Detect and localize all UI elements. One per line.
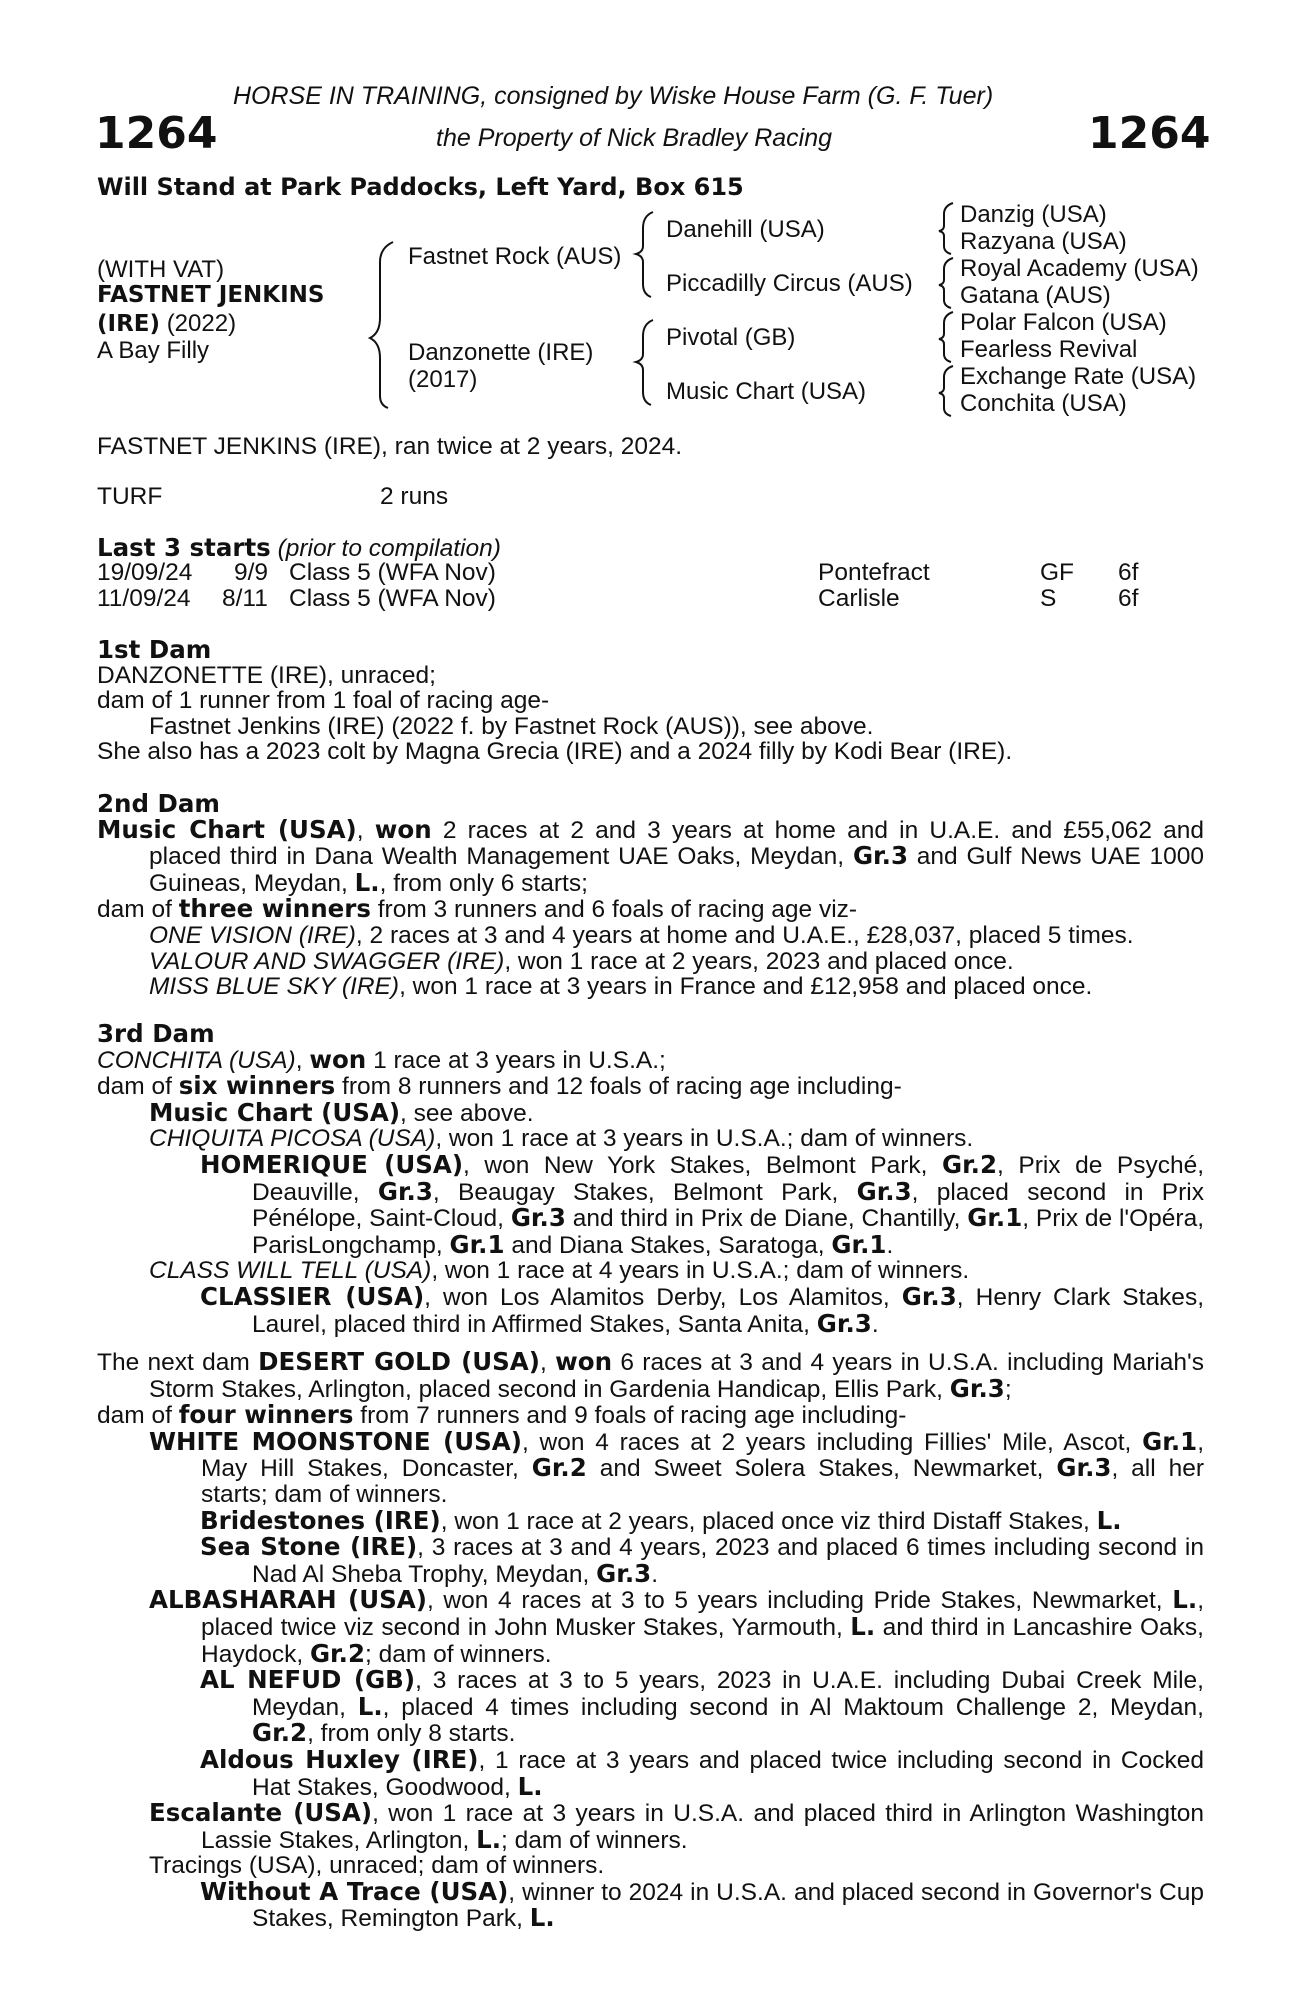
race-distance: 6f <box>1118 559 1139 586</box>
list-item: MISS BLUE SKY (IRE), won 1 race at 3 years in France and £12,958 and placed once. <box>149 973 1093 1001</box>
first-dam-line: dam of 1 runner from 1 foal of racing age- <box>97 687 550 715</box>
list-item: Bridestones (IRE), won 1 race at 2 years, placed once viz third Distaff Stakes, L. <box>200 1505 1122 1535</box>
list-item: AL NEFUD (GB), 3 races at 3 to 5 years, 2023 in U.A.E. including Dubai Creek Mile, Meydan, L., placed 4 times including second in Al Maktoum Challenge 2, Meydan, Gr.2, from only 8 starts. <box>200 1665 1204 1748</box>
next-dam-record: The next dam DESERT GOLD (USA), won 6 races at 3 and 4 years in U.S.A. including Mariah's Storm Stakes, Arlington, placed second in Gardenia Handicap, Ellis Park, Gr.3; <box>97 1347 1204 1403</box>
list-item: HOMERIQUE (USA), won New York Stakes, Belmont Park, Gr.2, Prix de Psyché, Deauville, Gr.3, Beaugay Stakes, Belmont Park, Gr.3, placed second in Prix Pénélope, Saint-Cloud, Gr.3 and third in Prix de Diane, Chantilly, Gr.1, Prix de l'Opéra, ParisLongchamp, Gr.1 and Diana Stakes, Saratoga, Gr.1. <box>200 1149 1204 1259</box>
list-item: CLASS WILL TELL (USA), won 1 race at 4 years in U.S.A.; dam of winners. <box>149 1257 970 1285</box>
list-item: Sea Stone (IRE), 3 races at 3 and 4 years, 2023 and placed 6 times including second in Nad Al Sheba Trophy, Meydan, Gr.3. <box>200 1532 1204 1588</box>
first-dam-line: DANZONETTE (IRE), unraced; <box>97 661 436 689</box>
race-class: Class 5 (WFA Nov) <box>289 559 496 586</box>
turf-runs: 2 runs <box>380 483 449 510</box>
dam-sire-sire: Polar Falcon (USA) <box>960 309 1167 336</box>
third-dam-record: CONCHITA (USA), won 1 race at 3 years in U.S.A.; <box>97 1044 666 1074</box>
race-course: Pontefract <box>818 559 930 586</box>
race-date: 19/09/24 <box>97 559 193 586</box>
next-dam-section <box>97 1349 1204 1932</box>
dam-year: (2017) <box>408 366 478 393</box>
race-row <box>0 560 1315 586</box>
lot-number-right: 1264 <box>1088 108 1211 159</box>
third-dam-produce: dam of six winners from 8 runners and 12 foals of racing age including- <box>97 1071 902 1101</box>
dam-dam: Music Chart (USA) <box>666 378 867 405</box>
list-item: ONE VISION (IRE), 2 races at 3 and 4 years at home and U.A.E., £28,037, placed 5 times. <box>149 921 1134 949</box>
third-dam-title: 3rd Dam <box>97 1019 215 1048</box>
horse-country: (IRE) <box>97 311 161 337</box>
sire-dam-dam: Gatana (AUS) <box>960 282 1111 309</box>
vat-label: (WITH VAT) <box>97 256 225 283</box>
turf-label: TURF <box>97 483 163 510</box>
sire-dam-sire: Royal Academy (USA) <box>960 255 1199 282</box>
first-dam-section <box>97 637 1204 765</box>
last-starts-note: (prior to compilation) <box>277 535 501 562</box>
first-dam-progeny: Fastnet Jenkins (IRE) (2022 f. by Fastnet Rock (AUS)), see above. <box>149 712 874 740</box>
race-position: 9/9 <box>234 559 269 586</box>
race-going: GF <box>1040 559 1075 586</box>
last-starts-title: Last 3 starts <box>97 533 271 562</box>
list-item: CLASSIER (USA), won Los Alamitos Derby, Los Alamitos, Gr.3, Henry Clark Stakes, Laurel, placed third in Affirmed Stakes, Santa Anita, Gr.3. <box>200 1281 1204 1338</box>
consignor-line: HORSE IN TRAINING, consigned by Wiske House Farm (G. F. Tuer) <box>233 82 994 110</box>
race-class: Class 5 (WFA Nov) <box>289 585 496 612</box>
race-going: S <box>1040 585 1057 612</box>
lot-number-left: 1264 <box>95 108 218 159</box>
sire: Fastnet Rock (AUS) <box>408 243 622 270</box>
list-item: VALOUR AND SWAGGER (IRE), won 1 race at 2 years, 2023 and placed once. <box>149 947 1014 975</box>
first-dam-title: 1st Dam <box>97 635 212 664</box>
list-item: Aldous Huxley (IRE), 1 race at 3 years and placed twice including second in Cocked Hat Stakes, Goodwood, L. <box>200 1744 1204 1801</box>
dam-sire-dam: Fearless Revival <box>960 336 1138 363</box>
dam-dam-dam: Conchita (USA) <box>960 390 1127 417</box>
second-dam-produce: dam of three winners from 3 runners and 6 foals of racing age viz- <box>97 894 858 924</box>
horse-year: (2022) <box>166 310 237 337</box>
horse-name: FASTNET JENKINS <box>97 282 325 308</box>
second-dam-title: 2nd Dam <box>97 789 220 818</box>
first-dam-line: She also has a 2023 colt by Magna Grecia (IRE) and a 2024 filly by Kodi Bear (IRE). <box>97 738 1013 766</box>
list-item: CHIQUITA PICOSA (USA), won 1 race at 3 years in U.S.A.; dam of winners. <box>149 1125 974 1153</box>
horse-description: A Bay Filly <box>97 337 210 364</box>
next-dam-produce: dam of four winners from 7 runners and 9 foals of racing age including- <box>97 1400 907 1430</box>
list-item: Escalante (USA), won 1 race at 3 years in U.S.A. and placed third in Arlington Washington Lassie Stakes, Arlington, L.; dam of winners. <box>149 1798 1205 1854</box>
dam-sire: Pivotal (GB) <box>666 324 796 351</box>
dam: Danzonette (IRE) <box>408 339 594 366</box>
second-dam-record: Music Chart (USA), won 2 races at 2 and 3 years at home and in U.A.E. and £55,062 and placed third in Dana Wealth Management UAE Oaks, Meydan, Gr.3 and Gulf News UAE 1000 Guineas, Meydan, L., from only 6 starts; <box>97 814 1205 897</box>
property-line: the Property of Nick Bradley Racing <box>436 124 833 152</box>
race-distance: 6f <box>1118 585 1139 612</box>
sire-sire-sire: Danzig (USA) <box>960 201 1107 228</box>
list-item: WHITE MOONSTONE (USA), won 4 races at 2 years including Fillies' Mile, Ascot, Gr.1, May Hill Stakes, Doncaster, Gr.2 and Sweet Solera Stakes, Newmarket, Gr.3, all her starts; dam of winners. <box>149 1426 1204 1508</box>
sire-sire-dam: Razyana (USA) <box>960 228 1127 255</box>
list-item: Without A Trace (USA), winner to 2024 in U.S.A. and placed second in Governor's Cup Stakes, Remington Park, L. <box>200 1876 1204 1933</box>
sire-sire: Danehill (USA) <box>666 216 825 243</box>
third-dam-section <box>97 1021 1204 1337</box>
second-dam-section <box>97 791 1204 1000</box>
race-course: Carlisle <box>818 585 900 612</box>
list-item: Tracings (USA), unraced; dam of winners. <box>149 1852 605 1880</box>
list-item: Music Chart (USA), see above. <box>149 1097 534 1127</box>
race-row <box>0 586 1315 612</box>
list-item: ALBASHARAH (USA), won 4 races at 3 to 5 years including Pride Stakes, Newmarket, L., placed twice viz second in John Musker Stakes, Yarmouth, L. and third in Lancashire Oaks, Haydock, Gr.2; dam of winners. <box>149 1585 1204 1668</box>
race-date: 11/09/24 <box>97 585 191 612</box>
race-position: 8/11 <box>222 585 268 612</box>
dam-dam-sire: Exchange Rate (USA) <box>960 363 1197 390</box>
sire-dam: Piccadilly Circus (AUS) <box>666 270 913 297</box>
last-starts-heading <box>97 535 501 562</box>
stand-location: Will Stand at Park Paddocks, Left Yard, Box 615 <box>97 173 744 201</box>
race-summary: FASTNET JENKINS (IRE), ran twice at 2 years, 2024. <box>97 433 683 460</box>
